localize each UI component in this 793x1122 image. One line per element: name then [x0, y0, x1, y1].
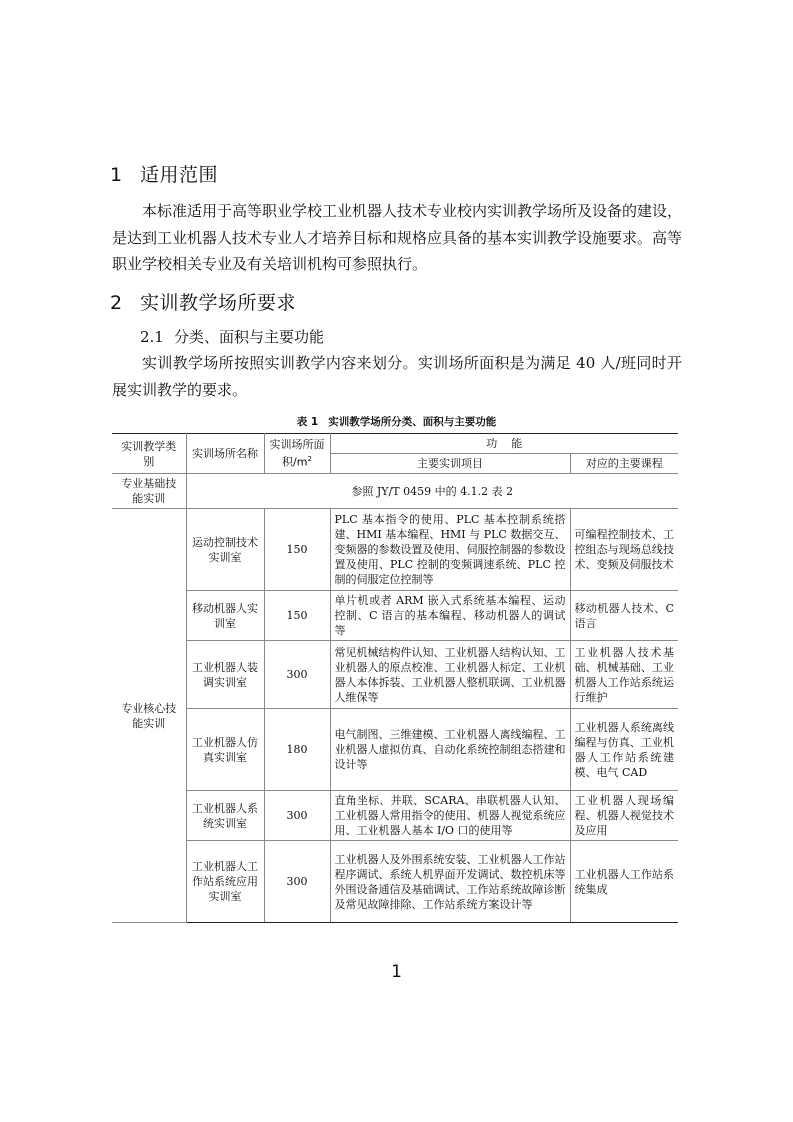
cell-courses: 工业机器人现场编程、机器人视觉技术及应用: [570, 791, 678, 841]
header-items: 主要实训项目: [330, 454, 570, 474]
cell-area: 300: [264, 791, 330, 841]
cell-items: 单片机或者 ARM 嵌入式系统基本编程、运动控制、C 语言的基本编程、移动机器人的调试等: [330, 591, 570, 641]
section-1-text: 本标准适用于高等职业学校工业机器人技术专业校内实训教学场所及设备的建设，是达到工业机器人技术专业人才培养目标和规格应具备的基本实训教学设施要求。高等职业学校相关专业及有关培训机构可参照执行。: [112, 202, 683, 273]
cell-courses: 工业机器人系统离线编程与仿真、工业机器人工作站系统建模、电气 CAD: [570, 709, 678, 791]
page-number: 1: [391, 962, 402, 982]
facilities-table: [112, 433, 678, 923]
header-area-text: 实训场所面积/m: [269, 438, 325, 469]
section-1-paragraph: [112, 198, 682, 278]
cell-basic-ref: 参照 JY/T 0459 中的 4.1.2 表 2: [186, 474, 678, 509]
table-row: [112, 509, 678, 591]
subsection-2-1-title: 分类、面积与主要功能: [174, 328, 325, 346]
section-2-title: 实训教学场所要求: [140, 292, 297, 314]
header-courses: 对应的主要课程: [570, 454, 678, 474]
cell-name: 工业机器人装调实训室: [186, 641, 264, 709]
section-2-text: 实训教学场所按照实训教学内容来划分。实训场所面积是为满足 40 人/班同时开展实训教学的要求。: [112, 354, 682, 399]
subsection-2-1-number: 2.1: [140, 328, 164, 346]
section-1-title: 适用范围: [140, 164, 219, 186]
cell-basic-category: 专业基础技能实训: [112, 474, 186, 509]
cell-items: 直角坐标、并联、SCARA、串联机器人认知、工业机器人常用指令的使用、机器人视觉系统应用、工业机器人基本 I/O 口的使用等: [330, 791, 570, 841]
table-header-row: [112, 434, 678, 454]
cell-name: 工业机器人系统实训室: [186, 791, 264, 841]
table-caption-number: 表 1: [296, 416, 319, 428]
table-row-basic: [112, 474, 678, 509]
header-area: [264, 434, 330, 474]
cell-area: 150: [264, 509, 330, 591]
cell-core-category: 专业核心技能实训: [112, 509, 186, 923]
cell-items: 常见机械结构件认知、工业机器人结构认知、工业机器人的原点校准、工业机器人标定、工业机器人本体拆装、工业机器人整机联调、工业机器人维保等: [330, 641, 570, 709]
section-2-number: 2: [110, 292, 123, 314]
cell-name: 工业机器人工作站系统应用实训室: [186, 841, 264, 923]
cell-items: 工业机器人及外围系统安装、工业机器人工作站程序调试、系统人机界面开发调试、数控机床等外围设备通信及基础调试、工作站系统故障诊断及常见故障排除、工作站系统方案设计等: [330, 841, 570, 923]
header-area-sup: 2: [307, 455, 312, 464]
subsection-2-1-heading: [140, 326, 324, 347]
cell-courses: 工业机器人技术基础、机械基础、工业机器人工作站系统运行维护: [570, 641, 678, 709]
cell-courses: 工业机器人工作站系统集成: [570, 841, 678, 923]
table-row: [112, 591, 678, 641]
table-row: [112, 841, 678, 923]
table-row: [112, 709, 678, 791]
cell-name: 运动控制技术实训室: [186, 509, 264, 591]
cell-name: 移动机器人实训室: [186, 591, 264, 641]
header-category: 实训教学类别: [112, 434, 186, 474]
table-caption: [0, 414, 793, 429]
cell-area: 150: [264, 591, 330, 641]
header-name: 实训场所名称: [186, 434, 264, 474]
cell-name: 工业机器人仿真实训室: [186, 709, 264, 791]
cell-items: PLC 基本指令的使用、PLC 基本控制系统搭建、HMI 基本编程、HMI 与 PLC 数据交互、变频器的参数设置及使用、伺服控制器的参数设置及使用、PLC 控制的变频调速系统、PLC 控制的伺服定位控制等: [330, 509, 570, 591]
cell-area: 180: [264, 709, 330, 791]
cell-area: 300: [264, 841, 330, 923]
cell-courses: 可编程控制技术、工控组态与现场总线技术、变频及伺服技术: [570, 509, 678, 591]
section-1-number: 1: [110, 164, 123, 186]
cell-area: 300: [264, 641, 330, 709]
cell-courses: 移动机器人技术、C 语言: [570, 591, 678, 641]
header-function: 功 能: [330, 434, 678, 454]
section-2-paragraph: [112, 350, 682, 403]
table-row: [112, 791, 678, 841]
cell-items: 电气制图、三维建模、工业机器人离线编程、工业机器人虚拟仿真、自动化系统控制组态搭建和设计等: [330, 709, 570, 791]
section-2-heading: [110, 288, 296, 315]
table-caption-text: 实训教学场所分类、面积与主要功能: [328, 416, 497, 428]
section-1-heading: [110, 160, 218, 187]
table-row: [112, 641, 678, 709]
